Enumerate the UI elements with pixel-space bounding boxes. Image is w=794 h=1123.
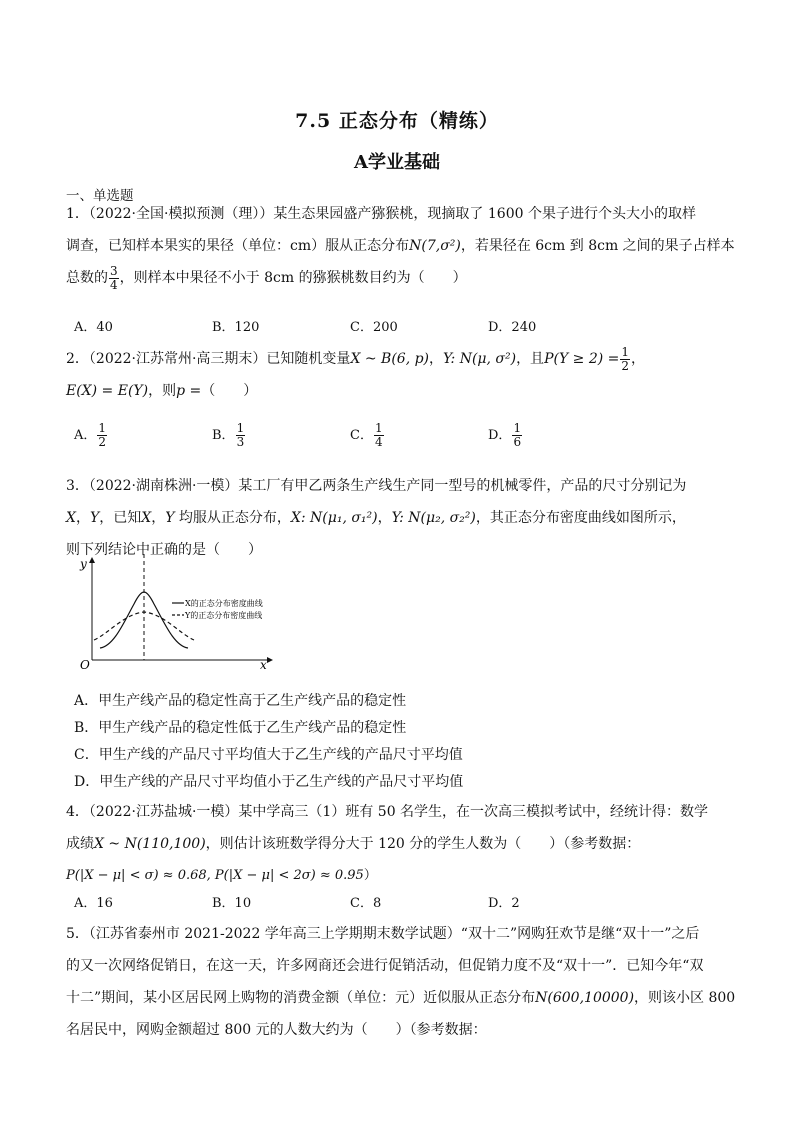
q3-option-d[interactable]: D．甲生产线的产品尺寸平均值小于乙生产线的产品尺寸平均值 — [74, 774, 464, 790]
q3-line-2 — [66, 502, 736, 534]
q4-option-b[interactable]: B．10 — [212, 896, 252, 911]
q3-text: 均服从正态分布， — [174, 510, 291, 526]
q3-text: ， — [377, 510, 392, 526]
fraction-denominator: 2 — [98, 435, 107, 449]
q2-math: P(Y ≥ 2) = — [544, 351, 620, 367]
q1-text: ，若果径在 6cm 到 8cm 之间的果子占样本 — [460, 238, 735, 254]
q3-text: ， — [75, 510, 90, 526]
q2-text: ， — [429, 351, 444, 367]
q2-text: ，且 — [516, 351, 545, 367]
q1-text: 总数的 — [66, 270, 108, 286]
q1-distribution: N(7,σ²) — [409, 238, 461, 254]
q5-math: N(600,10000) — [535, 990, 635, 1006]
option-fraction — [374, 422, 384, 449]
q3-option-b[interactable]: B．甲生产线产品的稳定性低于乙生产线产品的稳定性 — [74, 720, 407, 736]
q2-line-2 — [66, 375, 736, 407]
fraction-denominator: 3 — [236, 435, 245, 449]
q4-text: ，则估计该班数学得分大于 120 分的学生人数为（ ）（参考数据： — [205, 836, 641, 852]
page-subtitle: A学业基础 — [354, 152, 440, 173]
q2-text: ， — [631, 351, 646, 367]
option-fraction — [97, 422, 107, 449]
section-heading: 一、单选题 — [66, 188, 134, 204]
fraction-numerator: 1 — [98, 421, 107, 435]
q1-line-3 — [66, 262, 736, 294]
q5-text: ，则该小区 800 — [634, 990, 736, 1006]
q1-option-a[interactable]: A．40 — [74, 320, 113, 335]
q2-math: p — [176, 383, 186, 399]
q3-text: ，已知 — [99, 510, 142, 526]
q1-text: ，则样本中果径不小于 8cm 的猕猴桃数目约为（ ） — [119, 270, 467, 286]
q4-option-a[interactable]: A．16 — [74, 896, 113, 911]
q4-text: 成绩 — [66, 836, 94, 852]
q2-line-1 — [66, 343, 736, 375]
q2-math: Y: N(μ, σ²) — [443, 351, 517, 367]
q5-line-4: 名居民中，网购金额超过 800 元的人数大约为（ ）（参考数据： — [66, 1022, 487, 1038]
q2-text: 2．（2022·江苏常州·高三期末）已知随机变量 — [66, 351, 351, 367]
q2-option-d[interactable] — [488, 422, 523, 449]
q2-math: E(X) = E(Y) — [66, 383, 149, 399]
fraction-denominator: 4 — [110, 277, 118, 292]
q1-option-b[interactable]: B．120 — [212, 320, 260, 335]
option-label: B． — [212, 428, 235, 443]
q5-line-3 — [66, 982, 736, 1014]
q4-option-d[interactable]: D．2 — [488, 896, 520, 911]
q3-line-3: 则下列结论中正确的是（ ） — [66, 542, 262, 558]
option-label: A． — [74, 428, 97, 443]
q1-option-d[interactable]: D．240 — [488, 320, 537, 335]
q4-math: P(|X − μ| < σ) ≈ 0.68, P(|X − μ| < 2σ) ≈ 0.95 — [66, 868, 364, 883]
q4-math: X ~ N(110,100) — [94, 836, 206, 852]
fraction-numerator: 1 — [513, 421, 522, 435]
question-4 — [66, 796, 736, 892]
question-1 — [66, 198, 736, 294]
q3-math: Y — [165, 510, 175, 526]
origin-label: O — [80, 658, 90, 672]
q2-option-b[interactable] — [212, 422, 246, 449]
q3-math: X — [66, 510, 76, 526]
q2-fraction — [620, 346, 630, 373]
q3-option-a[interactable]: A．甲生产线产品的稳定性高于乙生产线产品的稳定性 — [74, 693, 407, 709]
q1-line-1: 1．（2022·全国·模拟预测（理））某生态果园盛产猕猴桃，现摘取了 1600 个果子进行个头大小的取样 — [66, 206, 696, 222]
q4-line-3 — [66, 860, 736, 892]
q3-text: ，其正态分布密度曲线如图所示， — [475, 510, 686, 526]
q4-option-c[interactable]: C．8 — [350, 896, 382, 911]
q1-line-2 — [66, 230, 736, 262]
q3-math: X — [141, 510, 152, 526]
q3-option-c[interactable]: C．甲生产线的产品尺寸平均值大于乙生产线的产品尺寸平均值 — [74, 747, 463, 763]
fraction-numerator: 1 — [621, 344, 630, 359]
q2-math: X ~ B(6, p) — [350, 351, 430, 367]
q2-option-a[interactable] — [74, 422, 108, 449]
q3-line-1: 3．（2022·湖南株洲·一模）某工厂有甲乙两条生产线生产同一型号的机械零件，产品的尺寸分别记为 — [66, 478, 687, 494]
q5-text: 十二”期间，某小区居民网上购物的消费金额（单位：元）近似服从正态分布 — [66, 990, 536, 1006]
q4-line-2 — [66, 828, 736, 860]
q1-fraction — [109, 265, 119, 292]
fraction-denominator: 4 — [374, 435, 383, 449]
q3-math: X: N(μ₁, σ₁²) — [290, 510, 378, 526]
fraction-denominator: 2 — [621, 358, 630, 373]
q2-text: =（ ） — [185, 383, 258, 399]
option-fraction — [512, 422, 522, 449]
q3-math: Y: N(μ₂, σ₂²) — [391, 510, 476, 526]
q4-line-1: 4．（2022·江苏盐城·一模）某中学高三（1）班有 50 名学生，在一次高三模拟考试中，经统计得：数学 — [66, 804, 709, 820]
fraction-numerator: 3 — [110, 263, 118, 278]
page-title: 7.5 正态分布（精练） — [295, 110, 499, 132]
option-fraction — [236, 422, 246, 449]
q2-text: ，则 — [148, 383, 177, 399]
normal-density-figure — [72, 552, 292, 672]
q4-text: ） — [363, 868, 377, 883]
q2-option-c[interactable] — [350, 422, 385, 449]
question-2 — [66, 343, 736, 407]
fraction-numerator: 1 — [374, 421, 383, 435]
fraction-denominator: 6 — [513, 435, 522, 449]
x-axis-label: x — [260, 658, 267, 672]
option-label: C． — [350, 428, 373, 443]
q1-text: 调查，已知样本果实的果径（单位：cm）服从正态分布 — [66, 238, 410, 254]
option-label: D． — [488, 428, 512, 443]
question-5 — [66, 918, 736, 1046]
y-axis-label: y — [80, 557, 87, 571]
q3-math: Y — [89, 510, 100, 526]
fraction-numerator: 1 — [236, 421, 245, 435]
q3-text: ， — [151, 510, 166, 526]
q1-option-c[interactable]: C．200 — [350, 320, 398, 335]
legend-x-label: X的正态分布密度曲线 — [185, 599, 263, 608]
legend-y-label: Y的正态分布密度曲线 — [185, 611, 263, 620]
q5-line-1: 5．（江苏省泰州市 2021-2022 学年高三上学期期末数学试题）“双十二”网购狂欢节是继“双十一”之后 — [66, 926, 700, 942]
q5-line-2: 的又一次网络促销日，在这一天，许多网商还会进行促销活动，但促销力度不及“双十一”．已知今年“双 — [66, 958, 704, 974]
